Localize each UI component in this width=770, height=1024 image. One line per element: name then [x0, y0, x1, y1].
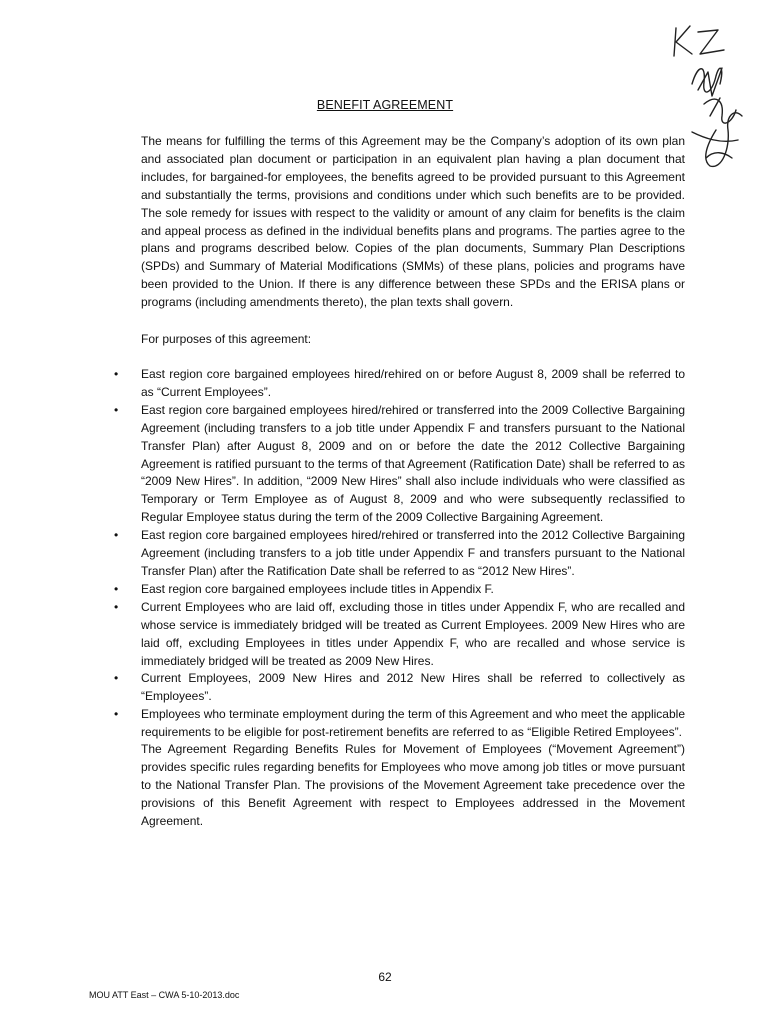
- movement-agreement-paragraph: The Agreement Regarding Benefits Rules for Movement of Employees (“Movement Agreement”) provides specific rules regarding benefits for Employees who move among job titles or move pursuant to the National Transfer Plan. The provisions of the Movement Agreement take precedence over the provisions of this Benefit Agreement with respect to Employees addressed in the Movement Agreement.: [141, 742, 685, 828]
- bullet-icon: •: [114, 402, 119, 417]
- list-item: [112, 366, 685, 402]
- bullet-icon: •: [114, 367, 119, 381]
- bullet-icon: •: [114, 707, 119, 722]
- document-title: BENEFIT AGREEMENT: [316, 98, 454, 112]
- bullet-icon: •: [114, 671, 119, 686]
- list-item: [112, 706, 685, 742]
- list-item-text: Current Employees, 2009 New Hires and 2012 New Hires shall be referred to collectively as “Employees”.: [141, 671, 685, 704]
- list-item: [112, 599, 685, 671]
- purposes-paragraph: For purposes of this agreement:: [141, 332, 312, 346]
- bullet-icon: •: [114, 528, 119, 543]
- list-item-text: East region core bargained employees hired/rehired on or before August 8, 2009 shall be referred to as “Current Employees”.: [141, 367, 685, 399]
- list-item-text: Employees who terminate employment during the term of this Agreement and who meet the applicable requirements to be eligible for post-retirement benefits are referred to as “Eligible Retired Employees”.: [141, 707, 685, 740]
- list-item: [112, 670, 685, 706]
- definitions-list: [112, 366, 685, 742]
- list-item-text: East region core bargained employees hired/rehired or transferred into the 2012 Collective Bargaining Agreement (including transfers to a job title under Appendix F and transfers pursuant to the National Transfer Plan) after the Ratification Date shall be referred to as “2012 New Hires”.: [141, 528, 685, 578]
- list-item: [112, 581, 685, 599]
- page-number: 62: [378, 970, 392, 984]
- bullet-icon: •: [114, 581, 119, 596]
- list-item-text: East region core bargained employees hired/rehired or transferred into the 2009 Collective Bargaining Agreement (including transfers to a job title under Appendix F and transfers pursuant to the National Transfer Plan) after August 8, 2009 and on or before the date the 2012 Collective Bargaining Agreement is ratified pursuant to the terms of that Agreement (Ratification Date) shall be referred to as “2009 New Hires”. In addition, “2009 New Hires” shall also include individuals who were classified as Temporary or Term Employee as of August 8, 2009 and who were subsequently reclassified to Regular Employee status during the term of the 2009 Collective Bargaining Agreement.: [141, 402, 685, 525]
- list-item-text: East region core bargained employees include titles in Appendix F.: [141, 581, 494, 596]
- list-item: [112, 402, 685, 527]
- footer-filename: MOU ATT East – CWA 5-10-2013.doc: [89, 990, 240, 1000]
- list-item: [112, 527, 685, 581]
- bullet-icon: •: [114, 599, 119, 614]
- list-item-text: Current Employees who are laid off, excluding those in titles under Appendix F, who are recalled and whose service is immediately bridged will be treated as Current Employees. 2009 New Hires who are laid off, excluding Employees in titles under Appendix F, who are recalled and whose service is immediately bridged will be treated as 2009 New Hires.: [141, 599, 685, 668]
- intro-paragraph: The means for fulfilling the terms of this Agreement may be the Company’s adoption of its own plan and associated plan document or participation in an equivalent plan having a plan document that includes, for bargained-for employees, the benefits agreed to be provided pursuant to this Agreement and substantially the terms, provisions and conditions under which such benefits are to be provided. The sole remedy for issues with respect to the validity or amount of any claim for benefits is the claim and appeal process as defined in the individual benefits plans and programs. The parties agree to the plans and programs described below. Copies of the plan documents, Summary Plan Descriptions (SPDs) and Summary of Material Modifications (SMMs) of these plans, policies and programs have been provided to the Union. If there is any difference between these SPDs and the ERISA plans or programs (including amendments thereto), the plan texts shall govern.: [141, 134, 685, 310]
